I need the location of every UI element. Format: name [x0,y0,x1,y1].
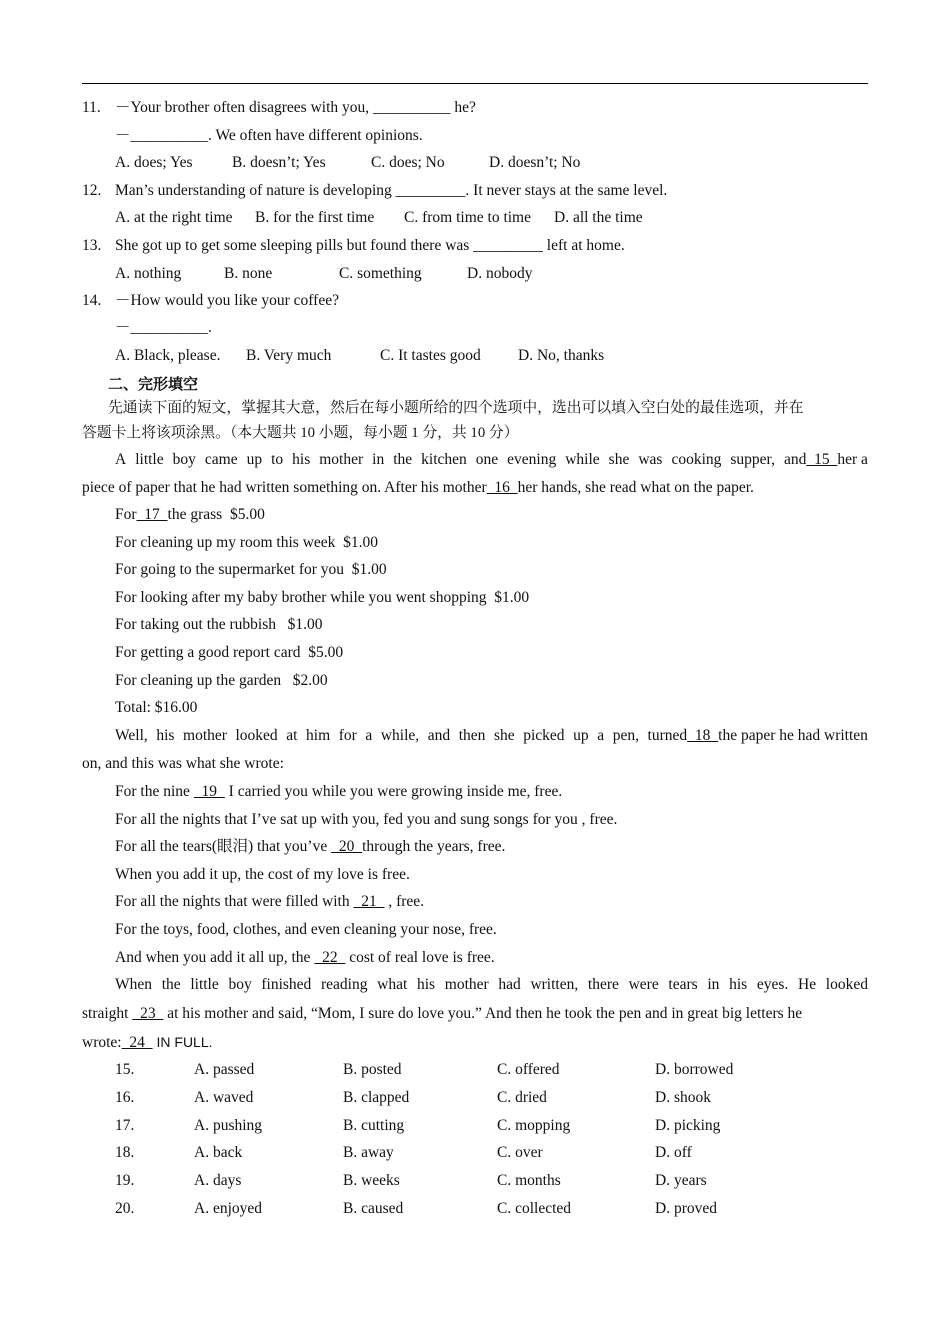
word: in [707,976,720,993]
word: up [573,727,589,744]
word: his [729,976,748,993]
word: evening [507,451,557,468]
blank-21[interactable]: 21 [353,893,385,910]
option-c[interactable]: C. dried [497,1089,547,1106]
text: straight [82,1005,133,1022]
text: piece of paper that he had written something on. After his mother [82,479,487,496]
word: tears [668,976,698,993]
option-b[interactable]: B. clapped [343,1089,410,1106]
word: mother [183,727,227,744]
word: for [338,727,357,744]
word: and [783,451,807,468]
passage-p3-line-1 [115,975,868,995]
option-b[interactable]: B. caused [343,1200,404,1217]
word: was [638,451,663,468]
word: kitchen [421,451,467,468]
word: turned [647,727,688,744]
text: through the years, free. [362,838,506,855]
header-rule [82,83,868,84]
blank-19[interactable]: 19 [193,783,225,800]
word: him [306,727,331,744]
section-title: 二、完形填空 [108,375,199,393]
blank-16[interactable]: 16 [486,479,518,496]
word: she [493,727,515,744]
passage-p2-line-1 [115,726,868,746]
word: eyes. [756,976,789,993]
poem-line: When you add it up, the cost of my love is free. [115,866,410,883]
row-number: 18. [115,1144,135,1161]
poem-line-20 [115,837,505,857]
word: the [161,976,181,993]
poem-line-22 [115,948,495,968]
word: his [417,976,436,993]
option-d[interactable]: D. borrowed [655,1061,734,1078]
list-item: For taking out the rubbish $1.00 [115,616,323,633]
word: were [628,976,659,993]
option-c[interactable]: C. months [497,1172,561,1189]
question-number: 11. [82,99,101,116]
word: her a [837,451,868,468]
word: written, [530,976,579,993]
word: looked [235,727,278,744]
option-d[interactable]: D. proved [655,1200,717,1217]
option-a[interactable]: A. enjoyed [194,1200,263,1217]
blank-22[interactable]: 22 [314,949,346,966]
option-a[interactable]: A. at the right time [115,209,233,226]
option-a[interactable]: A. does; Yes [115,154,193,171]
blank-23[interactable]: 23 [132,1005,164,1022]
word: one [475,451,499,468]
option-b[interactable]: B. for the first time [255,209,375,226]
option-d[interactable]: D. off [655,1144,692,1161]
option-b[interactable]: B. none [224,265,273,282]
question-11 [82,98,476,118]
passage-p1-line-1 [115,450,868,470]
word: up [246,451,263,468]
list-total: Total: $16.00 [115,699,198,716]
blank-24[interactable]: 24 [121,1034,153,1051]
section-instructions-line-2: 答题卡上将该项涂黑。（本大题共 10 小题，每小题 1 分，共 10 分） [82,425,519,441]
word: reading [321,976,368,993]
poem-line-19 [115,782,562,802]
word: had [498,976,521,993]
word: his [156,727,175,744]
option-d[interactable]: D. nobody [467,265,533,282]
option-a[interactable]: A. days [194,1172,242,1189]
option-a[interactable]: A. Black, please. [115,347,221,364]
word: little [190,976,219,993]
option-a[interactable]: A. nothing [115,265,182,282]
word: little [135,451,164,468]
text: cost of real love is free. [345,949,495,966]
word: there [587,976,619,993]
text: For [115,506,137,523]
word: the paper he had written [718,727,868,744]
question-14-answer-line: －__________. [115,319,212,336]
word: boy [172,451,196,468]
section-instructions-line-1: 先通读下面的短文，掌握其大意，然后在每小题所给的四个选项中，选出可以填入空白处的最佳选项，并在 [108,400,804,416]
word: while [565,451,600,468]
word: Well, [115,727,148,744]
word: pen, [612,727,639,744]
option-d[interactable]: D. picking [655,1117,721,1134]
question-number: 14. [82,292,102,309]
option-c[interactable]: C. mopping [497,1117,571,1134]
word: mother [319,451,364,468]
word: boy [228,976,252,993]
word: came [204,451,238,468]
question-14 [82,291,339,311]
option-a[interactable]: A. pushing [194,1117,263,1134]
text: wrote: [82,1034,122,1051]
option-c[interactable]: C. collected [497,1200,572,1217]
option-d[interactable]: D. No, thanks [518,347,605,364]
question-stem: Man’s understanding of nature is developing _________. It never stays at the same level. [115,182,668,199]
word: then [458,727,486,744]
word: to [271,451,284,468]
option-b[interactable]: B. cutting [343,1117,405,1134]
word: a [597,727,605,744]
blank-20[interactable]: 20 [331,838,363,855]
word: what [377,976,408,993]
word: mother [444,976,489,993]
list-item-17 [115,505,265,525]
text: I carried you while you were growing inside me, free. [224,783,563,800]
option-c[interactable]: C. over [497,1144,543,1161]
option-a[interactable]: A. back [194,1144,243,1161]
passage-p3-line-3 [82,1032,213,1053]
text: , free. [384,893,425,910]
word: finished [261,976,312,993]
option-b[interactable]: B. Very much [246,347,332,364]
text: at his mother and said, “Mom, I sure do love you.” And then he took the pen and in great big letters he [163,1005,803,1022]
passage-p2-line-2: on, and this was what she wrote: [82,755,284,772]
word: picked [523,727,565,744]
row-number: 17. [115,1117,135,1134]
option-b[interactable]: B. weeks [343,1172,400,1189]
word: He [798,976,817,993]
list-item: For going to the supermarket for you $1.00 [115,561,387,578]
word: in [372,451,385,468]
option-c[interactable]: C. It tastes good [380,347,481,364]
word: looked [825,976,868,993]
option-c[interactable]: C. does; No [371,154,445,171]
option-c[interactable]: C. offered [497,1061,560,1078]
option-b[interactable]: B. posted [343,1061,402,1078]
option-b[interactable]: B. away [343,1144,394,1161]
passage-p3-line-2 [82,1004,802,1024]
text: For all the nights that were filled with [115,893,354,910]
question-stem: －Your brother often disagrees with you, __________ he? [115,99,476,116]
word: at [286,727,298,744]
option-c[interactable]: C. from time to time [404,209,531,226]
poem-line: For all the nights that I’ve sat up with you, fed you and sung songs for you , free. [115,811,618,828]
row-number: 19. [115,1172,135,1189]
question-number: 13. [82,237,102,254]
question-stem: She got up to get some sleeping pills but found there was _________ left at home. [115,237,625,254]
list-item: For cleaning up my room this week $1.00 [115,534,379,551]
row-number: 16. [115,1089,135,1106]
word: while, [380,727,420,744]
poem-line: For the toys, food, clothes, and even cleaning your nose, free. [115,921,497,938]
question-11-answer-line: －__________. We often have different opinions. [115,127,423,144]
blank-15[interactable]: 15 [806,451,838,468]
word: she [608,451,630,468]
text: IN FULL. [152,1034,213,1050]
option-d[interactable]: D. years [655,1172,707,1189]
blank-17[interactable]: 17 [136,506,168,523]
word: and [427,727,451,744]
row-number: 15. [115,1061,135,1078]
option-c[interactable]: C. something [339,265,422,282]
word: supper, [730,451,775,468]
option-a[interactable]: A. waved [194,1089,254,1106]
option-d[interactable]: D. all the time [554,209,643,226]
question-stem: －How would you like your coffee? [115,292,339,309]
text: And when you add it all up, the [115,949,315,966]
list-item: For cleaning up the garden $2.00 [115,672,328,689]
list-item: For looking after my baby brother while you went shopping $1.00 [115,589,530,606]
row-number: 20. [115,1200,135,1217]
option-d[interactable]: D. shook [655,1089,711,1106]
word: the [393,451,413,468]
word: When [115,976,153,993]
word: A [115,451,127,468]
question-12 [82,181,668,201]
option-b[interactable]: B. doesn’t; Yes [232,154,326,171]
word: cooking [671,451,722,468]
word: a [365,727,373,744]
list-item: For getting a good report card $5.00 [115,644,344,661]
option-a[interactable]: A. passed [194,1061,255,1078]
word: his [292,451,311,468]
option-d[interactable]: D. doesn’t; No [489,154,581,171]
poem-line-21 [115,892,424,912]
question-number: 12. [82,182,102,199]
text: For all the tears(眼泪) that you’ve [115,838,332,855]
passage-p1-line-2 [82,478,754,498]
text: the grass $5.00 [167,506,265,523]
text: For the nine [115,783,194,800]
text: her hands, she read what on the paper. [517,479,754,496]
question-13 [82,236,625,256]
blank-18[interactable]: 18 [687,727,719,744]
